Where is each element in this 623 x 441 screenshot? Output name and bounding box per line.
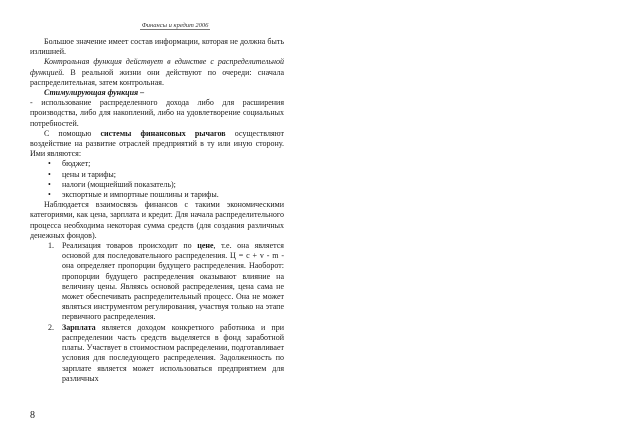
list-item: • бюджет; [48, 159, 284, 169]
list-item: • налоги (мощнейший показатель); [48, 180, 284, 190]
item-bold: цене [197, 241, 214, 251]
page-number: 8 [30, 410, 35, 421]
paragraph-stimulating: - использование распределенного дохода либо для расширения производства, либо для накоплений, либо на удовлетворение социальных потребностей. [30, 98, 284, 128]
paragraph-levers [30, 129, 284, 160]
item-bold: Зарплата [62, 322, 96, 332]
levers-start: С помощью [44, 128, 101, 138]
levers-end: осуществляют воздействие на развитие отраслей предприятий в ту или иную сторону. Ими являются: [30, 128, 285, 159]
page-content [30, 37, 284, 384]
section-heading-stimulating: Стимулирующая функция – [44, 88, 145, 98]
paragraph-info: Большое значение имеет состав информации, которая не должна быть излишней. [30, 37, 284, 57]
numbered-list [30, 241, 284, 384]
control-function-italic: Контрольная функция действует в единстве с распределительной функцией. [30, 57, 284, 77]
paragraph-relations: Наблюдается взаимосвязь финансов с такими экономическими категориями, как цена, зарплата и кредит. Для начала распределительного процесса необходима некоторая сумма средств (для создания различных денежных фондов). [30, 200, 284, 240]
item-pre: Реализация товаров происходит по [62, 241, 198, 251]
levers-list [30, 159, 284, 200]
control-function-rest: В реальной жизни они действуют по очереди: сначала распределительная, затем контрольная. [30, 67, 284, 87]
numbered-item-price [48, 241, 284, 323]
header-title: Финансы и кредит 2006 [141, 22, 209, 29]
list-item: • цены и тарифы; [48, 170, 284, 180]
running-header [30, 22, 320, 29]
item-post: , т.е. она является основой для последовательного распределения. Ц = с + v - m - она определяет пропорции будущего распределения. Наоборот: пропорции будущего распределения оказывают влияние на величину цены. Являясь основой распределения, цена сама не может обеспечивать распределительный процесс. Она не может являться инструментом регулирования, участвуя только на этапе первичного распределения. [62, 241, 284, 322]
item-number: 2. [48, 322, 54, 332]
item-post: является доходом конкретного работника и при распределении часть средств выделяется в фонд заработной платы. Участвует в стоимостном распределении, подготавливает условия для последующего распределения. Задолженность по зарплате является может использоваться предприятием для различных [62, 322, 284, 383]
paragraph-control-function [30, 57, 284, 88]
item-number: 1. [48, 241, 54, 251]
numbered-item-salary [48, 323, 284, 384]
list-item: • экспортные и импортные пошлины и тарифы. [48, 190, 284, 200]
levers-bold: системы финансовых рычагов [100, 128, 226, 138]
